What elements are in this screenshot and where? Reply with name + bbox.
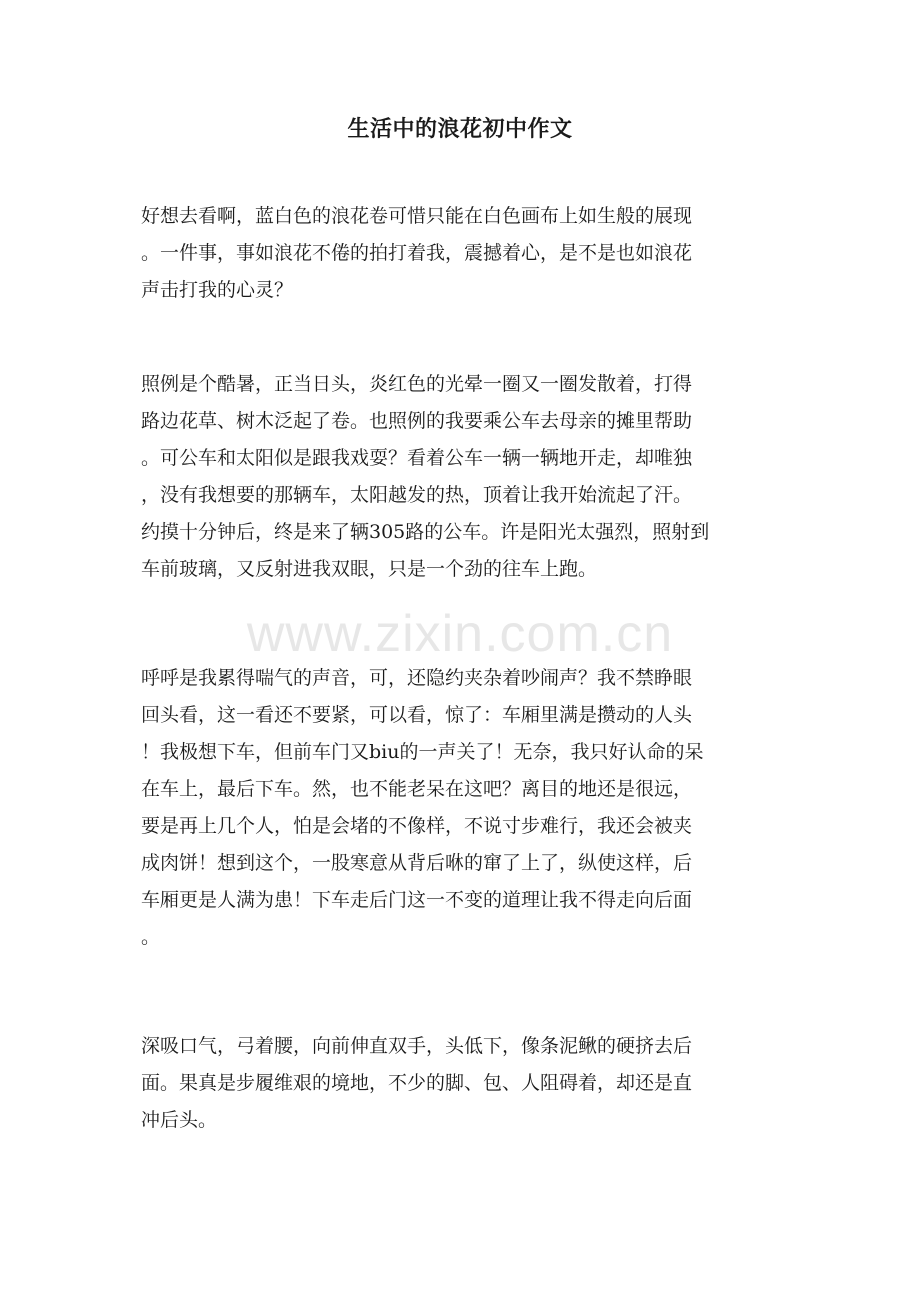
paragraph-line: 回头看，这一看还不要紧，可以看，惊了：车厢里满是攒动的人头 (141, 704, 693, 726)
paragraph-line: 路边花草、树木泛起了卷。也照例的我要乘公车去母亲的摊里帮助 (141, 410, 693, 432)
paragraph-line: 照例是个酷暑，正当日头，炎红色的光晕一圈又一圈发散着，打得 (141, 373, 693, 395)
paragraph-line: 车厢更是人满为患！下车走后门这一不变的道理让我不得走向后面 (141, 889, 693, 911)
paragraph-line: 。可公车和太阳似是跟我戏耍？看着公车一辆一辆地开走，却唯独 (141, 447, 693, 469)
watermark-text: www.zixin.com.cn (246, 605, 674, 663)
paragraph-line: 声击打我的心灵？ (141, 279, 294, 301)
paragraph-line: 面。果真是步履维艰的境地，不少的脚、包、人阻碍着，却还是直 (141, 1072, 693, 1094)
paragraph-line: 。一件事，事如浪花不倦的拍打着我，震撼着心，是不是也如浪花 (141, 242, 693, 264)
paragraph-line: 成肉饼！想到这个，一股寒意从背后咻的窜了上了，纵使这样，后 (141, 852, 693, 874)
paragraph-line: 冲后头。 (141, 1109, 218, 1131)
paragraph-1 (141, 198, 781, 309)
paragraph-line: 约摸十分钟后，终是来了辆305路的公车。许是阳光太强烈，照射到 (141, 521, 710, 543)
paragraph-4 (141, 1028, 781, 1139)
paragraph-line: ！我极想下车，但前车门又biu的一声关了！无奈，我只好认命的呆 (141, 741, 704, 763)
paragraph-line: 。 (141, 926, 161, 948)
paragraph-line: 深吸口气，弓着腰，向前伸直双手，头低下，像条泥鳅的硬挤去后 (141, 1035, 693, 1057)
paragraph-line: ，没有我想要的那辆车，太阳越发的热，顶着让我开始流起了汗。 (141, 484, 693, 506)
paragraph-line: 车前玻璃，又反射进我双眼，只是一个劲的往车上跑。 (141, 558, 598, 580)
paragraph-line: 要是再上几个人，怕是会堵的不像样，不说寸步难行，我还会被夹 (141, 815, 693, 837)
paragraph-3 (141, 660, 781, 956)
paragraph-line: 在车上，最后下车。然，也不能老呆在这吧？离目的地还是很远， (141, 778, 693, 800)
paragraph-line: 呼呼是我累得喘气的声音，可，还隐约夹杂着吵闹声？我不禁睁眼 (141, 667, 693, 689)
document-title: 生活中的浪花初中作文 (347, 116, 573, 142)
paragraph-line: 好想去看啊，蓝白色的浪花卷可惜只能在白色画布上如生般的展现 (141, 205, 693, 227)
paragraph-2 (141, 366, 781, 588)
